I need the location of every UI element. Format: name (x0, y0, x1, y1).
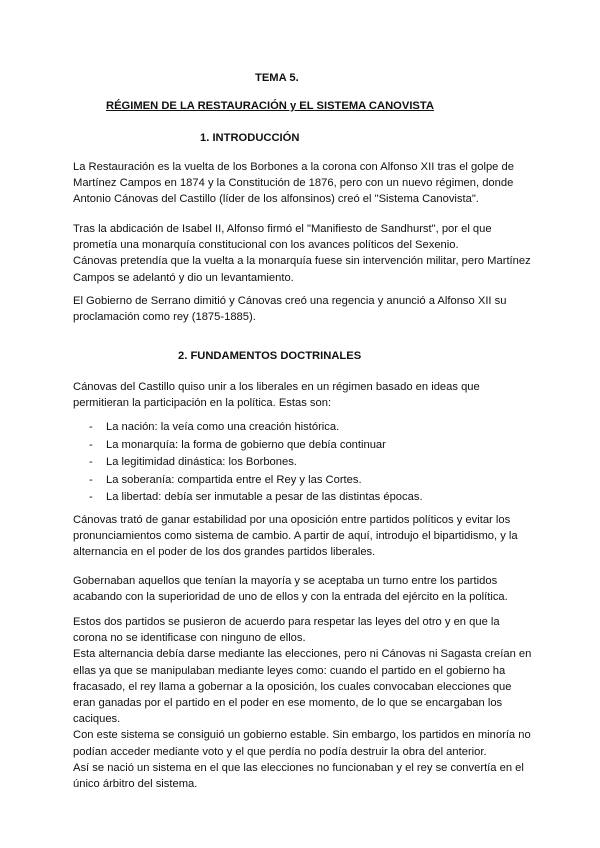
text-line: ellas ya que se manipulaban mediante leyes como: cuando el partido en el gobierno ha (73, 664, 506, 677)
bullet-dash: - (89, 491, 93, 503)
text-line: alternancia en el poder de los dos grandes partidos liberales. (73, 546, 376, 559)
bullet-dash: - (89, 421, 93, 433)
tema-label: TEMA 5. (255, 72, 299, 84)
text-line: Antonio Cánovas del Castillo (líder de los alfonsinos) creó el "Sistema Canovista". (73, 193, 479, 206)
text-line: acabando con la superioridad de uno de ellos y con la entrada del ejército en la política. (73, 591, 508, 604)
fundamentos-list (73, 419, 533, 507)
text-line: Cánovas trató de ganar estabilidad por una oposición entre partidos políticos y evitar los (73, 514, 511, 526)
text-line: La Restauración es la vuelta de los Borbones a la corona con Alfonso XII tras el golpe de (73, 161, 514, 173)
paragraph-4 (73, 379, 533, 411)
text-line: corona no se identificase con ninguno de ellos. (73, 632, 306, 645)
paragraph-6 (73, 573, 533, 605)
list-item-text: La nación: la veía como una creación histórica. (106, 421, 340, 433)
list-item-text: La legitimidad dinástica: los Borbones. (106, 456, 297, 468)
list-item (73, 472, 533, 490)
bullet-dash: - (89, 473, 93, 486)
text-line: Cánovas del Castillo quiso unir a los liberales en un régimen basado en ideas que (73, 381, 480, 393)
text-line: único árbitro del sistema. (73, 778, 198, 791)
paragraph-2 (73, 221, 533, 286)
paragraph-3 (73, 293, 533, 325)
text-line: caciques. (73, 713, 121, 726)
text-line: podían acceder mediante voto y el que perdía no podía destruir la obra del anterior. (73, 745, 487, 758)
bullet-dash: - (89, 456, 93, 468)
text-line: El Gobierno de Serrano dimitió y Cánovas creó una regencia y anunció a Alfonso XII su (73, 295, 507, 307)
text-line: fracasado, el rey llama a gobernar a la oposición, los cuales convocaban elecciones que (73, 680, 512, 693)
list-item (73, 419, 533, 437)
list-item-text: La monarquía: la forma de gobierno que debía continuar (106, 438, 386, 451)
section-2-heading: 2. FUNDAMENTOS DOCTRINALES (178, 350, 362, 362)
bullet-dash: - (89, 438, 93, 451)
list-item-text: La soberanía: compartida entre el Rey y las Cortes. (106, 473, 362, 486)
text-line: Campos se adelantó y dio un levantamiento. (73, 271, 294, 284)
list-item (73, 454, 533, 472)
text-line: Así se nació un sistema en el que las elecciones no funcionaban y el rey se convertía en el (73, 761, 524, 774)
text-line: pronunciamientos como sistema de cambio. A partir de aquí, introdujo el bipartidismo, y la (73, 530, 518, 543)
text-line: proclamación como rey (1875-1885). (73, 311, 256, 324)
text-line: Martínez Campos en 1874 y la Constitución de 1876, pero con un nuevo régimen, donde (73, 177, 514, 190)
text-line: Cánovas pretendía que la vuelta a la monarquía fuese sin intervención militar, pero Martínez (73, 255, 531, 268)
text-line: eran ganadas por el partido en el poder en ese momento, de lo que se encargaban los (73, 697, 503, 710)
list-item (73, 489, 533, 507)
text-line: Esta alternancia debía darse mediante las elecciones, pero ni Cánovas ni Sagasta creían en (73, 648, 532, 661)
text-line: Estos dos partidos se pusieron de acuerdo para respetar las leyes del otro y en que la (73, 616, 500, 628)
section-1-heading: 1. INTRODUCCIÓN (200, 132, 300, 144)
text-line: Con este sistema se consiguió un gobierno estable. Sin embargo, los partidos en minoría no (73, 729, 531, 742)
paragraph-5 (73, 512, 533, 561)
list-item-text: La libertad: debía ser inmutable a pesar de las distintas épocas. (106, 491, 423, 503)
text-line: Tras la abdicación de Isabel II, Alfonso firmó el "Manifiesto de Sandhurst", por el que (73, 223, 492, 235)
document-title: RÉGIMEN DE LA RESTAURACIÓN y EL SISTEMA CANOVISTA (106, 100, 434, 112)
list-item (73, 437, 533, 455)
paragraph-1 (73, 159, 533, 208)
text-line: Gobernaban aquellos que tenían la mayoría y se aceptaba un turno entre los partidos (73, 575, 498, 587)
text-line: prometía una monarquía constitucional con los avances políticos del Sexenio. (73, 239, 459, 252)
paragraph-7 (73, 614, 533, 792)
text-line: permitieran la participación en la política. Estas son: (73, 397, 332, 410)
